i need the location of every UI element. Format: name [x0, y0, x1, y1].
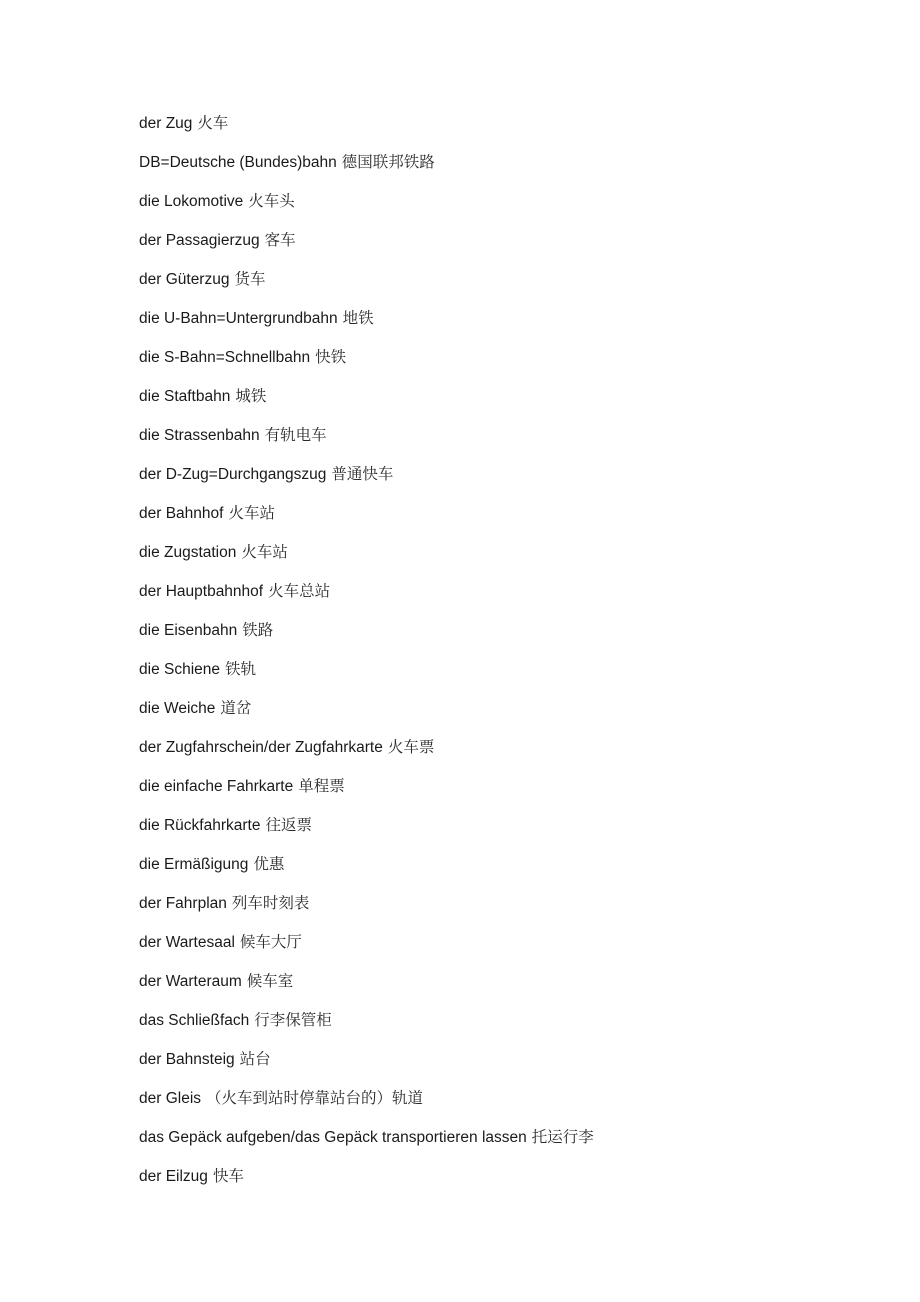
german-term: die Weiche [139, 700, 216, 717]
vocab-entry [139, 657, 594, 696]
german-term: der Bahnhof [139, 505, 224, 522]
chinese-meaning: 火车站 [241, 543, 288, 561]
vocab-entry [139, 1008, 594, 1047]
vocab-entry [139, 930, 594, 969]
chinese-meaning: 候车大厅 [239, 933, 302, 951]
german-term: der Eilzug [139, 1168, 208, 1185]
vocab-entry [139, 462, 594, 501]
vocab-entry [139, 1125, 594, 1164]
german-term: die Lokomotive [139, 193, 244, 210]
german-term: der Zug [139, 115, 193, 132]
chinese-meaning: 列车时刻表 [231, 894, 310, 912]
vocab-entry [139, 774, 594, 813]
german-term: die S-Bahn=Schnellbahn [139, 349, 311, 366]
german-term: der Passagierzug [139, 232, 260, 249]
chinese-meaning: 铁轨 [225, 660, 257, 678]
german-term: der Zugfahrschein/der Zugfahrkarte [139, 739, 383, 756]
german-term: der D-Zug=Durchgangszug [139, 466, 327, 483]
vocab-entry [139, 150, 594, 189]
german-term: die Ermäßigung [139, 856, 249, 873]
vocab-entry [139, 579, 594, 618]
german-term: die Rückfahrkarte [139, 817, 261, 834]
german-term: die einfache Fahrkarte [139, 778, 294, 795]
chinese-meaning: 候车室 [246, 972, 294, 990]
vocab-entry [139, 735, 594, 774]
vocab-entry [139, 345, 594, 384]
chinese-meaning: 普通快车 [331, 465, 394, 483]
german-term: DB=Deutsche (Bundes)bahn [139, 154, 337, 171]
chinese-meaning: 行李保管柜 [254, 1011, 332, 1029]
chinese-meaning: 火车头 [248, 192, 295, 210]
vocabulary-list [139, 111, 594, 1203]
vocab-entry [139, 891, 594, 930]
chinese-meaning: 优惠 [253, 855, 285, 873]
german-term: der Bahnsteig [139, 1051, 235, 1068]
chinese-meaning: 城铁 [235, 387, 267, 405]
german-term: der Fahrplan [139, 895, 227, 912]
chinese-meaning: 客车 [264, 231, 296, 249]
chinese-meaning: 往返票 [265, 816, 312, 834]
vocab-entry [139, 501, 594, 540]
vocab-entry [139, 813, 594, 852]
chinese-meaning: 货车 [234, 270, 266, 288]
chinese-meaning: 单程票 [298, 777, 345, 795]
vocab-entry [139, 1164, 594, 1203]
vocab-entry [139, 384, 594, 423]
chinese-meaning: 火车票 [387, 738, 435, 756]
vocab-entry [139, 1047, 594, 1086]
vocab-entry [139, 540, 594, 579]
chinese-meaning: 火车 [197, 114, 229, 132]
vocab-entry [139, 228, 594, 267]
chinese-meaning: 快车 [212, 1167, 244, 1185]
vocab-entry [139, 618, 594, 657]
german-term: das Schließfach [139, 1012, 250, 1029]
chinese-meaning: 火车站 [228, 504, 275, 522]
german-term: der Warteraum [139, 973, 242, 990]
chinese-meaning: 火车总站 [268, 582, 331, 600]
chinese-meaning: 道岔 [220, 699, 252, 717]
vocab-entry [139, 423, 594, 462]
vocab-entry [139, 969, 594, 1008]
chinese-meaning: 站台 [239, 1050, 271, 1068]
vocab-entry [139, 189, 594, 228]
chinese-meaning: 托运行李 [531, 1128, 594, 1146]
german-term: die U-Bahn=Untergrundbahn [139, 310, 338, 327]
chinese-meaning: 地铁 [342, 309, 374, 327]
vocab-entry [139, 306, 594, 345]
german-term: das Gepäck aufgeben/das Gepäck transportieren lassen [139, 1129, 527, 1146]
german-term: die Schiene [139, 661, 221, 678]
german-term: die Zugstation [139, 544, 237, 561]
chinese-meaning: （火车到站时停靠站台的）轨道 [206, 1089, 424, 1107]
german-term: die Eisenbahn [139, 622, 238, 639]
vocab-entry [139, 267, 594, 306]
vocab-entry [139, 111, 594, 150]
german-term: die Staftbahn [139, 388, 231, 405]
vocab-entry [139, 696, 594, 735]
vocab-entry [139, 852, 594, 891]
chinese-meaning: 铁路 [242, 621, 274, 639]
german-term: der Wartesaal [139, 934, 235, 951]
german-term: die Strassenbahn [139, 427, 260, 444]
vocab-entry [139, 1086, 594, 1125]
german-term: der Güterzug [139, 271, 230, 288]
chinese-meaning: 德国联邦铁路 [341, 153, 435, 171]
chinese-meaning: 快铁 [315, 348, 347, 366]
german-term: der Hauptbahnhof [139, 583, 264, 600]
chinese-meaning: 有轨电车 [264, 426, 327, 444]
german-term: der Gleis [139, 1090, 202, 1107]
